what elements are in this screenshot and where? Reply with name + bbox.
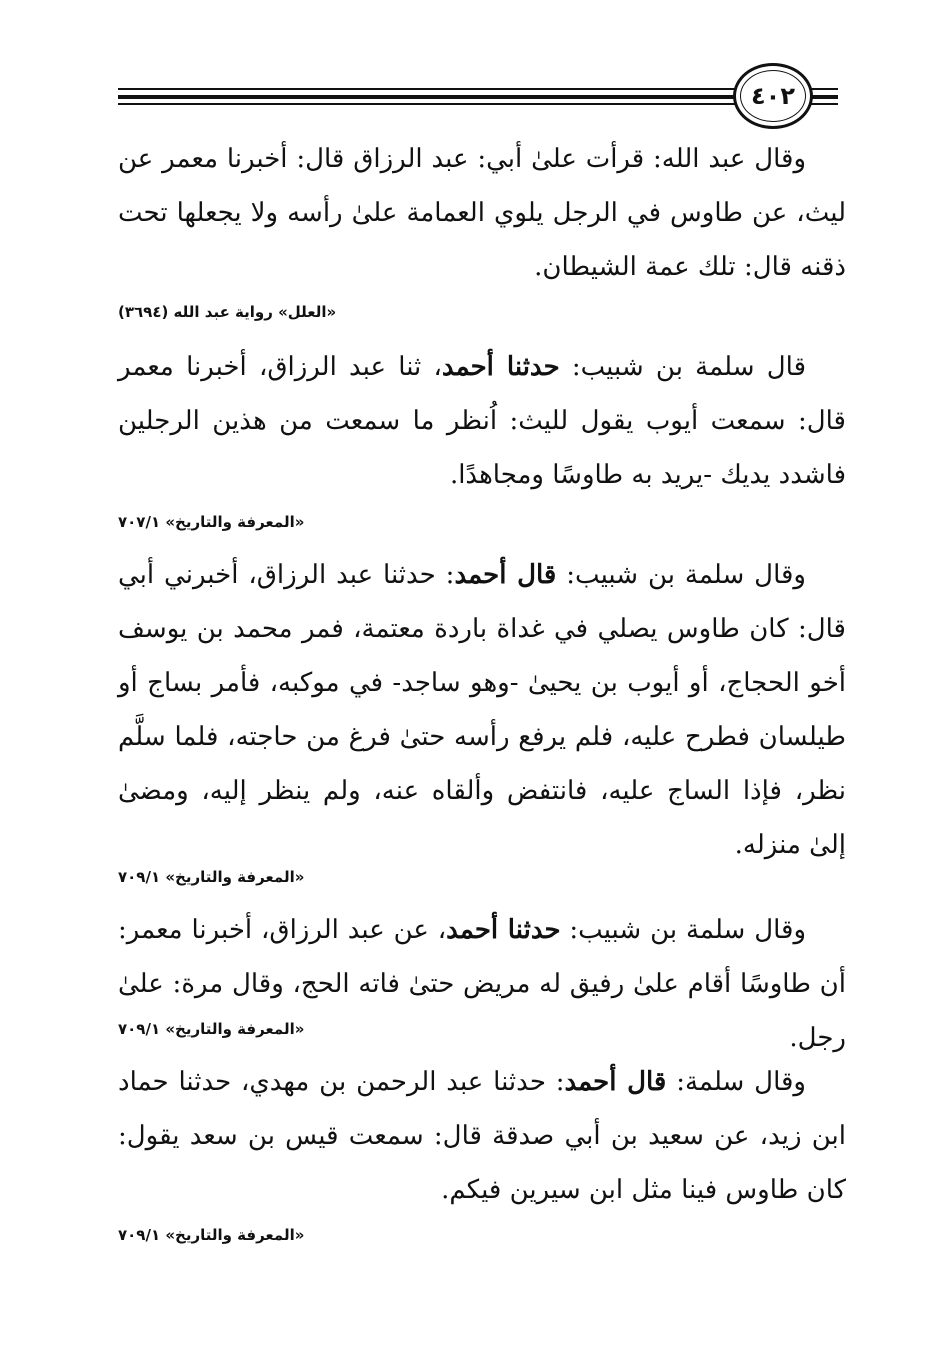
paragraph-4-bold: حدثنا أحمد xyxy=(446,915,561,945)
paragraph-1-text: وقال عبد الله: قرأت علىٰ أبي: عبد الرزاق قال: أخبرنا معمر عن ليث، عن طاوس في الرجل يلوي العمامة علىٰ رأسه ولا يجعلها تحت ذقنه قال: تلك عمة الشيطان. xyxy=(118,144,846,282)
paragraph-5-post: : حدثنا عبد الرحمن بن مهدي، حدثنا حماد ابن زيد، عن سعيد بن أبي صدقة قال: سمعت قيس بن سعد يقول: كان طاوس فينا مثل ابن سيرين فيكم. xyxy=(118,1067,846,1205)
paragraph-2-bold: حدثنا أحمد xyxy=(441,352,560,382)
source-citation-5 xyxy=(118,1224,846,1246)
source-citation-2-text: «المعرفة والتاريخ» ٧٠٧/١ xyxy=(118,513,305,531)
paragraph-3-bold: قال أحمد xyxy=(454,560,557,590)
paragraph-4-post: ، عن عبد الرزاق، أخبرنا معمر: أن طاوسًا أقام علىٰ رفيق له مريض حتىٰ فاته الحج، وقال مرة: علىٰ رجل. xyxy=(118,915,846,1053)
source-citation-3-text: «المعرفة والتاريخ» ٧٠٩/١ xyxy=(118,868,305,886)
paragraph-2-pre: قال سلمة بن شبيب: xyxy=(559,352,807,382)
paragraph-3-pre: وقال سلمة بن شبيب: xyxy=(556,560,806,590)
header-rule-bottom xyxy=(118,103,838,105)
source-citation-4 xyxy=(118,1018,846,1040)
source-citation-5-text: «المعرفة والتاريخ» ٧٠٩/١ xyxy=(118,1226,305,1244)
paragraph-2 xyxy=(118,340,846,502)
paragraph-1 xyxy=(118,132,846,294)
source-citation-3 xyxy=(118,866,846,888)
source-citation-4-text: «المعرفة والتاريخ» ٧٠٩/١ xyxy=(118,1020,305,1038)
paragraph-5-pre: وقال سلمة: xyxy=(666,1067,806,1097)
paragraph-3-post: : حدثنا عبد الرزاق، أخبرني أبي قال: كان طاوس يصلي في غداة باردة معتمة، فمر محمد بن يوسف أخو الحجاج، أو أيوب بن يحيىٰ -وهو ساجد- في موكبه، فأمر بساج أو طيلسان فطرح عليه، فلم يرفع رأسه حتىٰ فرغ من حاجته، فلما سلَّم نظر، فإذا الساج عليه، فانتفض وألقاه عنه، ولم ينظر إليه، ومضىٰ إلىٰ منزله. xyxy=(118,560,846,860)
source-citation-1 xyxy=(118,301,846,323)
paragraph-3 xyxy=(118,548,846,872)
paragraph-4-pre: وقال سلمة بن شبيب: xyxy=(560,915,807,945)
source-citation-1-text: «العلل» رواية عبد الله (٣٦٩٤) xyxy=(118,303,337,321)
paragraph-5 xyxy=(118,1055,846,1217)
header-rule-middle xyxy=(118,95,838,99)
paragraph-2-post: ، ثنا عبد الرزاق، أخبرنا معمر قال: سمعت أيوب يقول لليث: اُنظر ما سمعت من هذين الرجلين فاشدد يديك -يريد به طاوسًا ومجاهدًا. xyxy=(118,352,846,490)
page-number: ٤٠٢ xyxy=(733,63,813,129)
paragraph-5-bold: قال أحمد xyxy=(564,1067,667,1097)
header-rule-top xyxy=(118,88,838,90)
source-citation-2 xyxy=(118,511,846,533)
paragraph-4 xyxy=(118,903,846,1065)
